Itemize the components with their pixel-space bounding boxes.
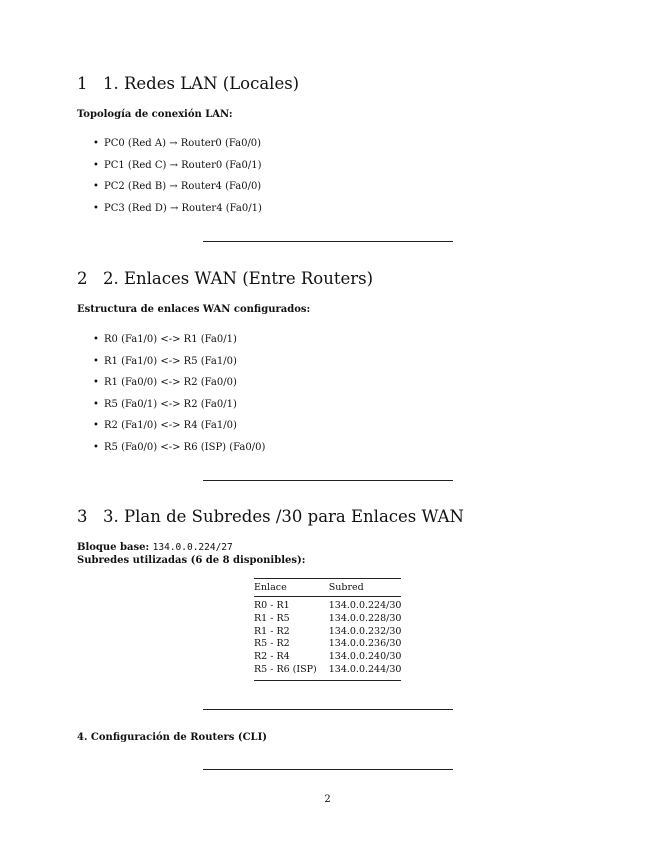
horizontal-rule: [203, 480, 453, 481]
subnet-table: [254, 578, 401, 681]
list-item: • R0 (Fa1/0) <-> R1 (Fa0/1): [93, 333, 265, 355]
list-item: • R2 (Fa1/0) <-> R4 (Fa1/0): [93, 419, 265, 441]
table-cell-link: R1 - R2: [254, 625, 290, 637]
table-cell-subnet: 134.0.0.228/30: [328, 612, 402, 624]
section-number: 2: [77, 269, 88, 288]
section-3-heading: [77, 507, 464, 526]
section-title: 2. Enlaces WAN (Entre Routers): [103, 269, 374, 288]
subnets-used-line: Subredes utilizadas (6 de 8 disponibles):: [77, 555, 306, 566]
section-4-heading: 4. Configuración de Routers (CLI): [77, 732, 267, 743]
section-number: 3: [77, 507, 88, 526]
list-item: • R1 (Fa1/0) <-> R5 (Fa1/0): [93, 355, 265, 377]
list-item: • PC2 (Red B) → Router4 (Fa0/0): [93, 180, 262, 202]
table-cell-link: R1 - R5: [254, 612, 290, 624]
section-2-subheading: Estructura de enlaces WAN configurados:: [77, 304, 311, 315]
list-item: • R1 (Fa0/0) <-> R2 (Fa0/0): [93, 376, 265, 398]
base-block-line: [77, 542, 233, 553]
table-row: [254, 651, 401, 664]
table-row: [254, 638, 401, 651]
table-cell-link: R5 - R2: [254, 638, 290, 650]
horizontal-rule: [203, 769, 453, 770]
base-block-value: 134.0.0.224/27: [152, 542, 233, 553]
table-cell-link: R5 - R6 (ISP): [254, 664, 329, 680]
list-item: • R5 (Fa0/0) <-> R6 (ISP) (Fa0/0): [93, 441, 265, 463]
section-1-heading: [77, 74, 299, 93]
table-cell-subnet: 134.0.0.244/30: [329, 664, 402, 680]
column-header-link: Enlace: [254, 579, 329, 597]
list-item: • R5 (Fa0/1) <-> R2 (Fa0/1): [93, 398, 265, 420]
table-cell-link: R0 - R1: [254, 600, 290, 611]
base-block-label: Bloque base:: [77, 542, 150, 553]
horizontal-rule: [203, 709, 453, 710]
table-row: [254, 626, 401, 639]
horizontal-rule: [203, 241, 453, 242]
page-number: 2: [324, 794, 331, 805]
column-header-subnet: Subred: [329, 579, 402, 597]
table-cell-subnet: 134.0.0.236/30: [328, 638, 402, 650]
list-item: • PC1 (Red C) → Router0 (Fa0/1): [93, 159, 262, 181]
table-cell-subnet: 134.0.0.240/30: [328, 651, 402, 663]
table-cell-subnet: 134.0.0.232/30: [328, 625, 402, 637]
list-item: • PC0 (Red A) → Router0 (Fa0/0): [93, 137, 262, 159]
table-row: [254, 613, 401, 626]
table-cell-subnet: 134.0.0.224/30: [328, 600, 402, 611]
list-item: • PC3 (Red D) → Router4 (Fa0/1): [93, 202, 262, 224]
wan-links-list: [93, 333, 265, 462]
section-2-heading: [77, 269, 373, 288]
section-1-subheading: Topología de conexión LAN:: [77, 109, 233, 120]
table-header-row: [254, 579, 401, 597]
section-title: 3. Plan de Subredes /30 para Enlaces WAN: [103, 507, 464, 526]
section-number: 1: [77, 74, 88, 93]
table-row: [254, 664, 401, 680]
table-row: [254, 597, 401, 613]
section-title: 1. Redes LAN (Locales): [103, 74, 300, 93]
table-cell-link: R2 - R4: [254, 651, 290, 663]
lan-topology-list: [93, 137, 262, 223]
